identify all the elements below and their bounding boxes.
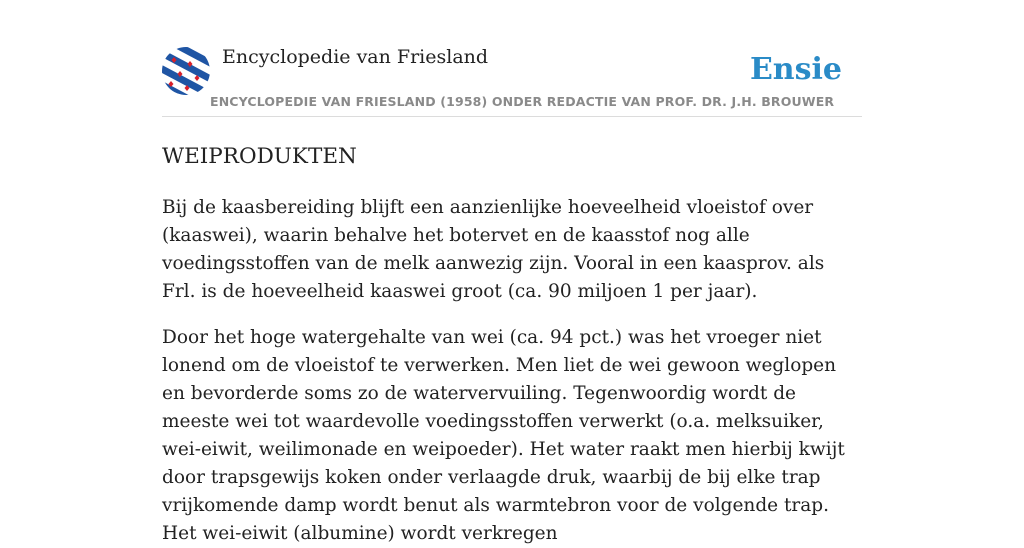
site-title[interactable]: Encyclopedie van Friesland bbox=[222, 46, 489, 68]
page bbox=[162, 0, 862, 548]
frisian-flag-icon[interactable] bbox=[162, 47, 210, 95]
site-header bbox=[162, 0, 862, 117]
article-paragraph: Door het hoge watergehalte van wei (ca. 94 pct.) was het vroeger niet lonend om de vloeistof te verwerken. Men liet de wei gewoon weglopen en bevorderde soms zo de watervervuiling. Tegenwoordig wordt de meeste wei tot waardevolle voedingsstoffen verwerkt (o.a. melksuiker, wei-eiwit, weilimonade en weipoeder). Het water raakt men hierbij kwijt door trapsgewijs koken onder verlaagde druk, waarbij de bij elke trap vrijkomende damp wordt benut als warmtebron voor de volgende trap. Het wei-eiwit (albumine) wordt verkregen bbox=[162, 327, 845, 544]
site-subtitle: ENCYCLOPEDIE VAN FRIESLAND (1958) ONDER REDACTIE VAN PROF. DR. J.H. BROUWER bbox=[210, 94, 835, 109]
ensie-logo[interactable]: Ensie bbox=[749, 52, 842, 87]
article-paragraph: Bij de kaasbereiding blijft een aanzienlijke hoeveelheid vloeistof over (kaaswei), waarin behalve het botervet en de kaasstof nog alle voedingsstoffen van de melk aanwezig zijn. Vooral in een kaasprov. als Frl. is de hoeveelheid kaaswei groot (ca. 90 miljoen 1 per jaar). bbox=[162, 197, 825, 302]
article-title: WEIPRODUKTEN bbox=[162, 144, 357, 169]
